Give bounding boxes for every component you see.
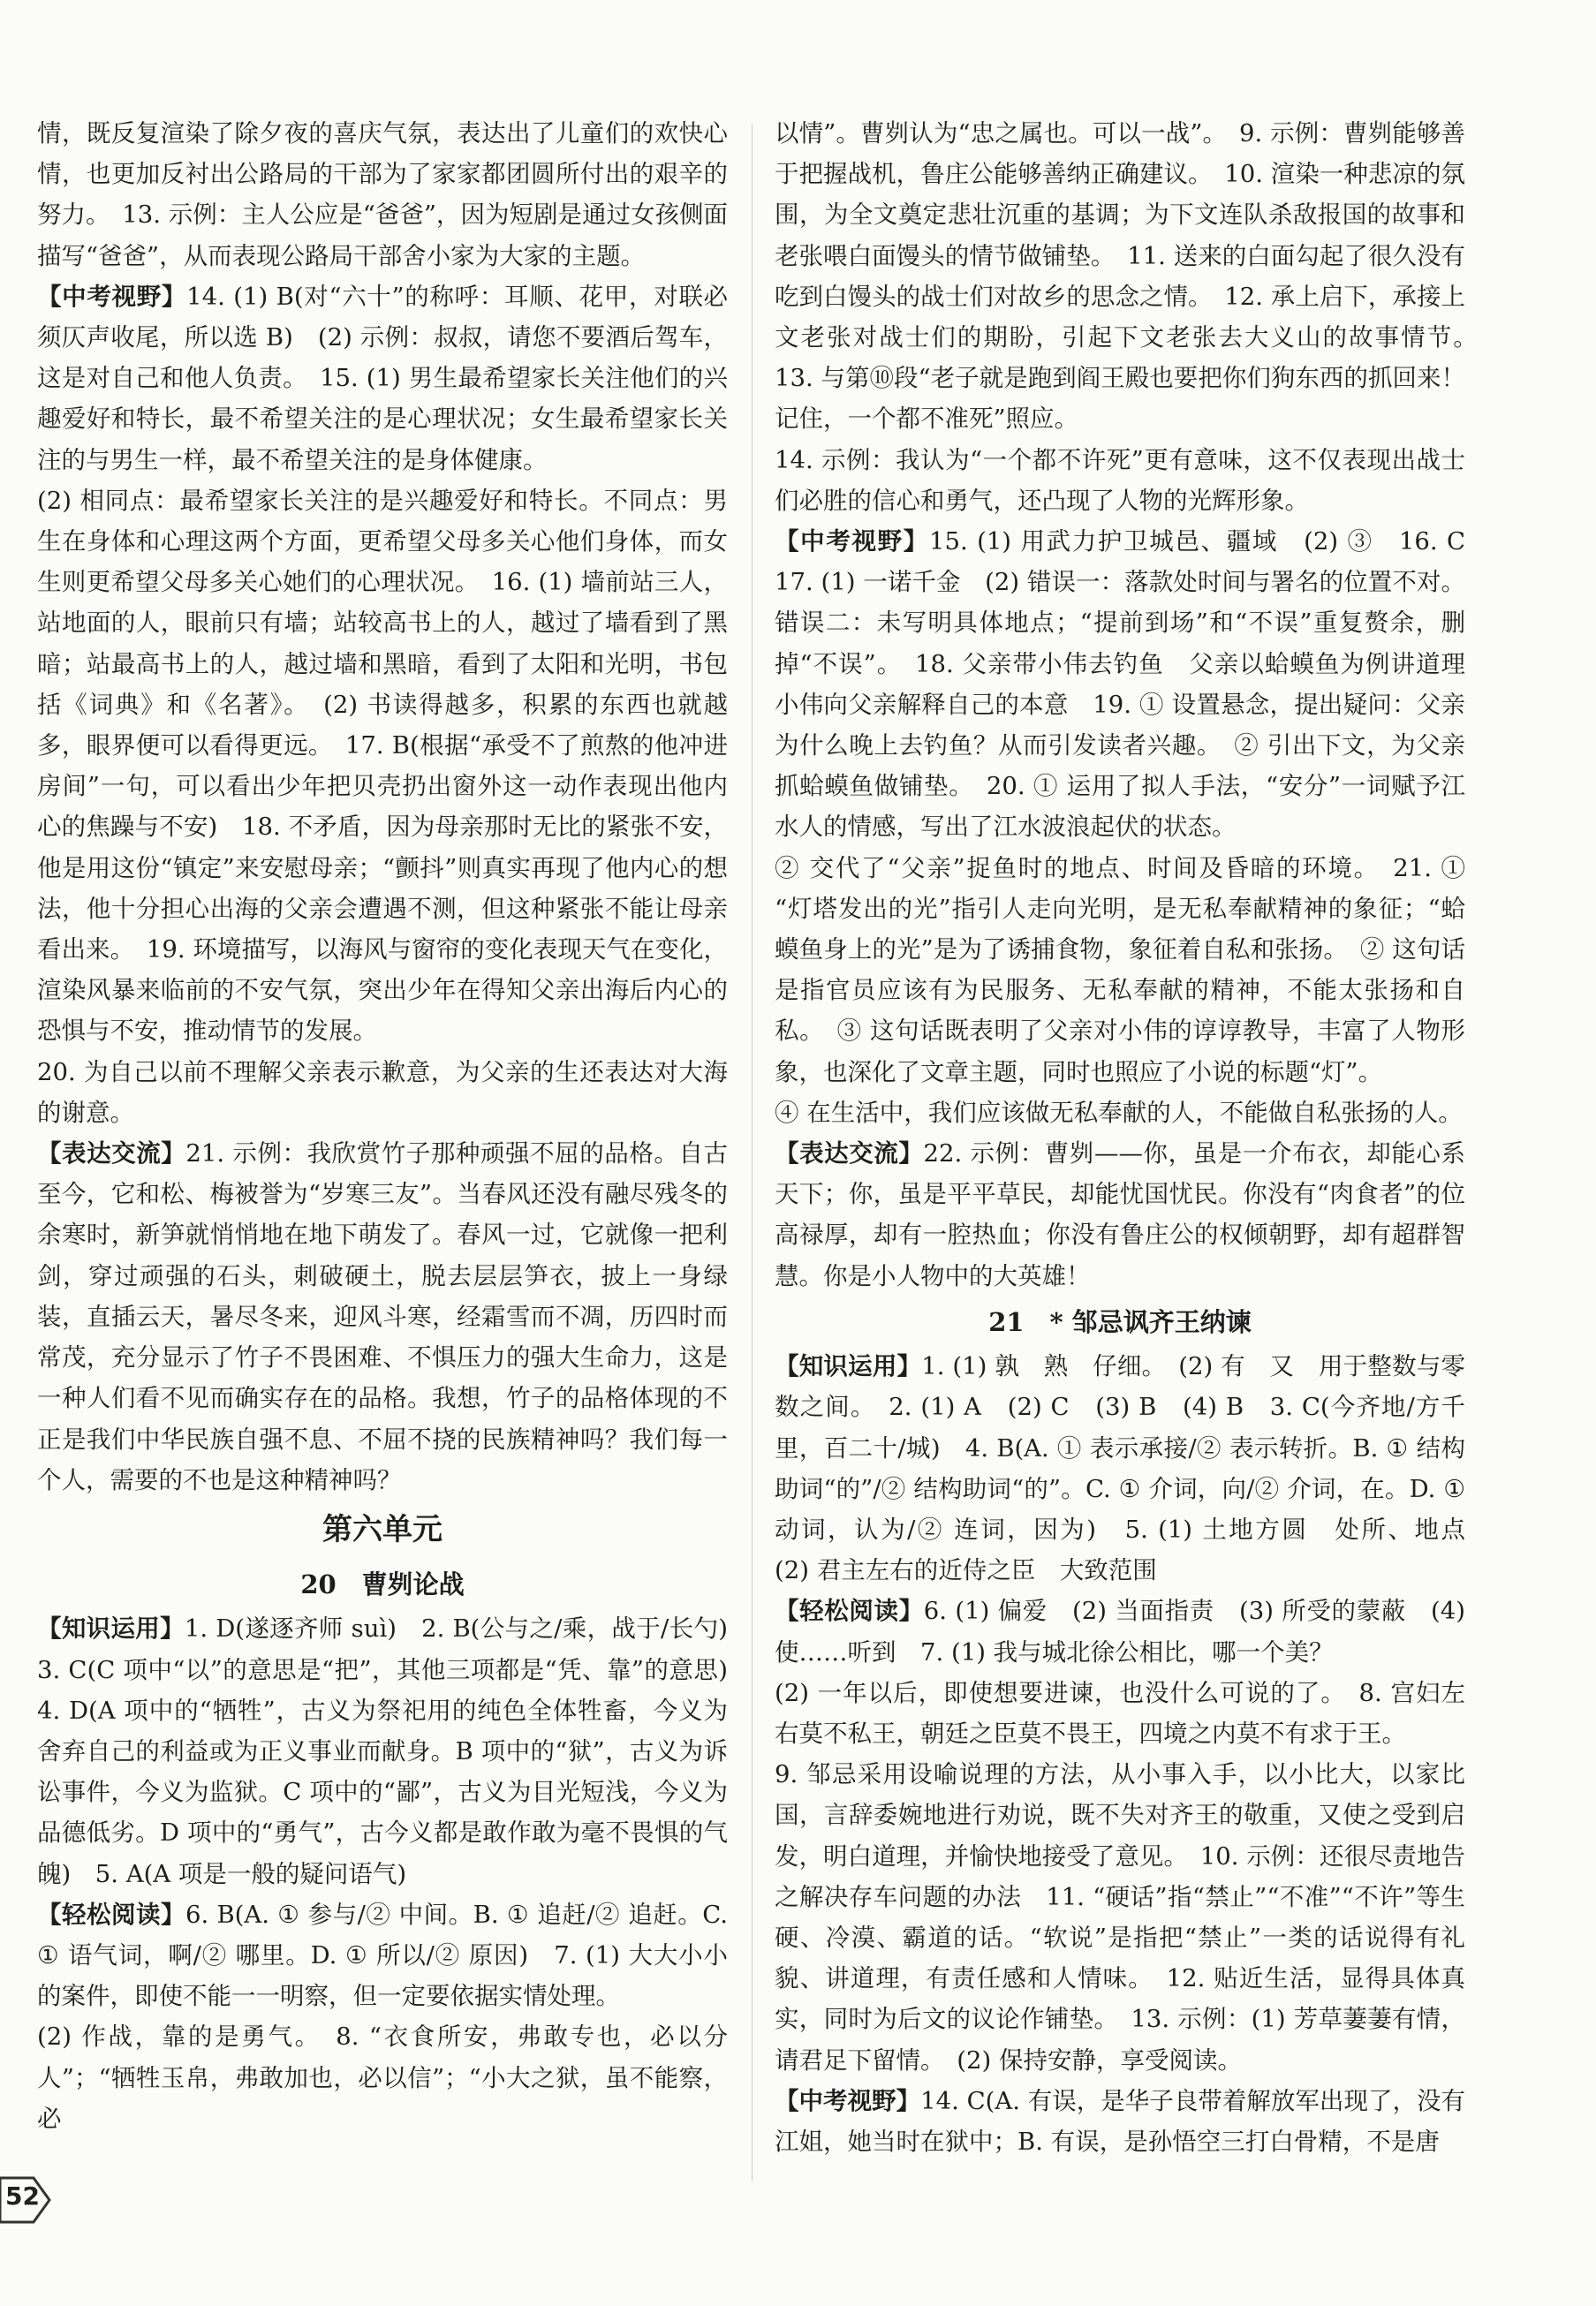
- section-tag: 【知识运用】: [775, 1352, 922, 1381]
- answer-paragraph: [37, 1608, 753, 1894]
- answer-text: 6. B(A. ① 参与/② 中间。B. ① 追赶/② 追赶。C. ① 语气词，啊/② 哪里。D. ① 所以/② 原因) 7. (1) 大大小小的案件，即使不能一一明察，但一定要依据实情处理。: [37, 1900, 729, 2011]
- answer-paragraph: 情，既反复渲染了除夕夜的喜庆气氛，表达出了儿童们的欢快心情，也更加反衬出公路局的干部为了家家都团圆所付出的艰辛的努力。 13. 示例：主人公应是“爸爸”，因为短剧是通过女孩侧面描写“爸爸”，从而表现公路局干部舍小家为大家的主题。: [37, 119, 728, 270]
- answer-paragraph: [37, 276, 728, 480]
- answer-paragraph: [37, 1894, 728, 2017]
- lesson-title: 21 * 邹忌讽齐王纳谏: [988, 1306, 1252, 1337]
- section-tag: 【表达交流】: [775, 1139, 924, 1168]
- answer-paragraph: ② 交代了“父亲”捉鱼时的地点、时间及昏暗的环境。 21. ① “灯塔发出的光”指引人走向光明，是无私奉献精神的象征；“蛤蟆鱼身上的光”是为了诱捕食物，象征着自私和张扬。 ② 这句话是指官员应该有为民服务、无私奉献的精神，不能太张扬和自私。 ③ 这句话既表明了父亲对小伟的谆谆教导，丰富了人物形象，也深化了文章主题，同时也照应了小说的标题“灯”。: [775, 853, 1465, 1086]
- column-divider: [752, 124, 753, 2181]
- section-tag: 【中考视野】: [37, 282, 187, 311]
- answer-paragraph: [775, 521, 1490, 848]
- page-number: 52: [5, 2181, 40, 2211]
- answer-paragraph: [37, 1133, 728, 1501]
- answer-paragraph: (2) 一年以后，即使想要进谏，也没什么可说的了。 8. 宫妇左右莫不私王，朝廷之臣莫不畏王，四境之内莫不有求于王。: [775, 1678, 1465, 1748]
- section-tag: 【轻松阅读】: [37, 1900, 185, 1929]
- answer-paragraph: 以情”。曹刿认为“忠之属也。可以一战”。 9. 示例：曹刿能够善于把握战机，鲁庄公能够善纳正确建议。 10. 渲染一种悲凉的氛围，为全文奠定悲壮沉重的基调；为下文连队杀敌报国的故事和老张喂白面馒头的情节做铺垫。 11. 送来的白面勾起了很久没有吃到白馒头的战士们对故乡的思念之情。 12. 承上启下，承接上文老张对战士们的期盼，引起下文老张去大义山的故事情节。 13. 与第⑩段“老子就是跑到阎王殿也要把你们狗东西的抓回来！记住，一个都不准死”照应。: [775, 119, 1490, 434]
- answer-text: 15. (1) 用武力护卫城邑、疆域 (2) ③ 16. C 17. (1) 一诺千金 (2) 错误一：落款处时间与署名的位置不对。错误二：未写明具体地点；“提前到场”和“不误”重复赘余，删掉“不误”。 18. 父亲带小伟去钓鱼 父亲以蛤蟆鱼为例讲道理 小伟向父亲解释自己的本意 19. ① 设置悬念，提出疑问：父亲为什么晚上去钓鱼？从而引发读者兴趣。 ② 引出下文，为父亲抓蛤蟆鱼做铺垫。 20. ① 运用了拟人手法，“安分”一词赋予江水人的情感，写出了江水波浪起伏的状态。: [775, 527, 1490, 842]
- section-tag: 【中考视野】: [775, 2086, 921, 2115]
- section-tag: 【知识运用】: [37, 1614, 185, 1644]
- section-tag: 【轻松阅读】: [775, 1597, 924, 1626]
- section-tag: 【中考视野】: [775, 527, 929, 556]
- answer-text: 14. C(A. 有误，是华子良带着解放军出现了，没有江姐，她当时在狱中；B. 有误，是孙悟空三打白骨精，不是唐: [775, 2086, 1466, 2156]
- answer-paragraph: 20. 为自己以前不理解父亲表示歉意，为父亲的生还表达对大海的谢意。: [37, 1057, 728, 1127]
- answer-text: 22. 示例：曹刿——你，虽是一介布衣，却能心系天下；你，虽是平平草民，却能忧国忧民。你没有“肉食者”的位高禄厚，却有一腔热血；你没有鲁庄公的权倾朝野，却有超群智慧。你是小人物中的大英雄！: [775, 1139, 1465, 1290]
- lesson-title: 20 曹刿论战: [300, 1569, 465, 1600]
- right-column: [775, 113, 1490, 2162]
- answer-paragraph: (2) 相同点：最希望家长关注的是兴趣爱好和特长。不同点：男生在身体和心理这两个方面，更希望父母多关心他们身体，而女生则更希望父母多关心她们的心理状况。 16. (1) 墙前站三人，站地面的人，眼前只有墙；站较高书上的人，越过了墙看到了黑暗；站最高书上的人，越过墙和黑暗，看到了太阳和光明，书包括《词典》和《名著》。 (2) 书读得越多，积累的东西也就越多，眼界便可以看得更远。 17. B(根据“承受不了煎熬的他冲进房间”一句，可以看出少年把贝壳扔出窗外这一动作表现出他内心的焦躁与不安) 18. 不矛盾，因为母亲那时无比的紧张不安，他是用这份“镇定”来安慰母亲；“颤抖”则真实再现了他内心的想法，他十分担心出海的父亲会遭遇不测，但这种紧张不能让母亲看出来。 19. 环境描写，以海风与窗帘的变化表现天气在变化，渲染风暴来临前的不安气氛，突出少年在得知父亲出海后内心的恐惧与不安，推动情节的发展。: [37, 486, 728, 1046]
- answer-paragraph: [775, 2081, 1465, 2162]
- section-tag: 【表达交流】: [37, 1139, 186, 1168]
- answer-paragraph: (2) 作战，靠的是勇气。 8. “衣食所安，弗敢专也，必以分人”；“牺牲玉帛，弗敢加也，必以信”；“小大之狱，虽不能察，必: [37, 2022, 728, 2133]
- answer-text: 1. D(遂逐齐师 suì) 2. B(公与之/乘，战于/长勺) 3. C(C 项中“以”的意思是“把”，其他三项都是“凭、靠”的意思) 4. D(A 项中的“牺牲”，古义为祭祀用的纯色全体牲畜，今义为舍弃自己的利益或为正义事业而献身。B 项中的“狱”，古义为诉讼事件，今义为监狱。C 项中的“鄙”，古义为目光短浅，今义为品德低劣。D 项中的“勇气”，古今义都是敢作敢为毫不畏惧的气魄) 5. A(A 项是一般的疑问语气): [37, 1614, 753, 1888]
- answer-paragraph: ④ 在生活中，我们应该做无私奉献的人，不能做自私张扬的人。: [775, 1098, 1463, 1127]
- answer-paragraph: [775, 1591, 1465, 1672]
- answer-text: 21. 示例：我欣赏竹子那种顽强不屈的品格。自古至今，它和松、梅被誉为“岁寒三友”。当春风还没有融尽残冬的余寒时，新笋就悄悄地在地下萌发了。春风一过，它就像一把利剑，穿过顽强的石头，刺破硬土，脱去层层笋衣，披上一身绿装，直插云天，暑尽冬来，迎风斗寒，经霜雪而不凋，历四时而常茂，充分显示了竹子不畏困难、不惧压力的强大生命力，这是一种人们看不见而确实存在的品格。我想，竹子的品格体现的不正是我们中华民族自强不息、不屈不挠的民族精神吗？我们每一个人，需要的不也是这种精神吗？: [37, 1139, 728, 1494]
- answer-paragraph: [775, 1346, 1490, 1591]
- answer-text: 6. (1) 偏爱 (2) 当面指责 (3) 所受的蒙蔽 (4) 使……听到 7. (1) 我与城北徐公相比，哪一个美？: [775, 1597, 1465, 1667]
- answer-paragraph: [775, 1133, 1465, 1297]
- answer-paragraph: 9. 邹忌采用设喻说理的方法，从小事入手，以小比大，以家比国，言辞委婉地进行劝说，既不失对齐王的敬重，又使之受到启发，明白道理，并愉快地接受了意见。 10. 示例：还很尽责地告之解决存车问题的办法 11. “硬话”指“禁止”“不准”“不许”等生硬、冷漠、霸道的话。“软说”是指把“禁止”一类的话说得有礼貌、讲道理，有责任感和人情味。 12. 贴近生活，显得具体真实，同时为后文的议论作铺垫。 13. 示例：(1) 芳草萋萋有情，请君足下留情。 (2) 保持安静，享受阅读。: [775, 1760, 1465, 2075]
- answer-text: 1. (1) 孰 熟 仔细。 (2) 有 又 用于整数与零数之间。 2. (1) A (2) C (3) B (4) B 3. C(今齐地/方千里，百二十/城) 4. B(A. ① 表示承接/② 表示转折。B. ① 结构助词“的”/② 结构助词“的”。C. ① 介词，向/② 介词，在。D. ① 动词，认为/② 连词，因为) 5. (1) 土地方圆 处所、地点 (2) 君主左右的近侍之臣 大致范围: [775, 1352, 1490, 1585]
- answer-text: 14. (1) B(对“六十”的称呼：耳顺、花甲，对联必须仄声收尾，所以选 B) (2) 示例：叔叔，请您不要酒后驾车，这是对自己和他人负责。 15. (1) 男生最希望家长关注他们的兴趣爱好和特长，最不希望关注的是心理状况；女生最希望家长关注的与男生一样，最不希望关注的是身体健康。: [37, 282, 728, 474]
- unit-heading: 第六单元: [322, 1511, 442, 1547]
- left-column: [37, 113, 753, 2139]
- answer-paragraph: 14. 示例：我认为“一个都不许死”更有意味，这不仅表现出战士们必胜的信心和勇气，还凸现了人物的光辉形象。: [775, 445, 1465, 515]
